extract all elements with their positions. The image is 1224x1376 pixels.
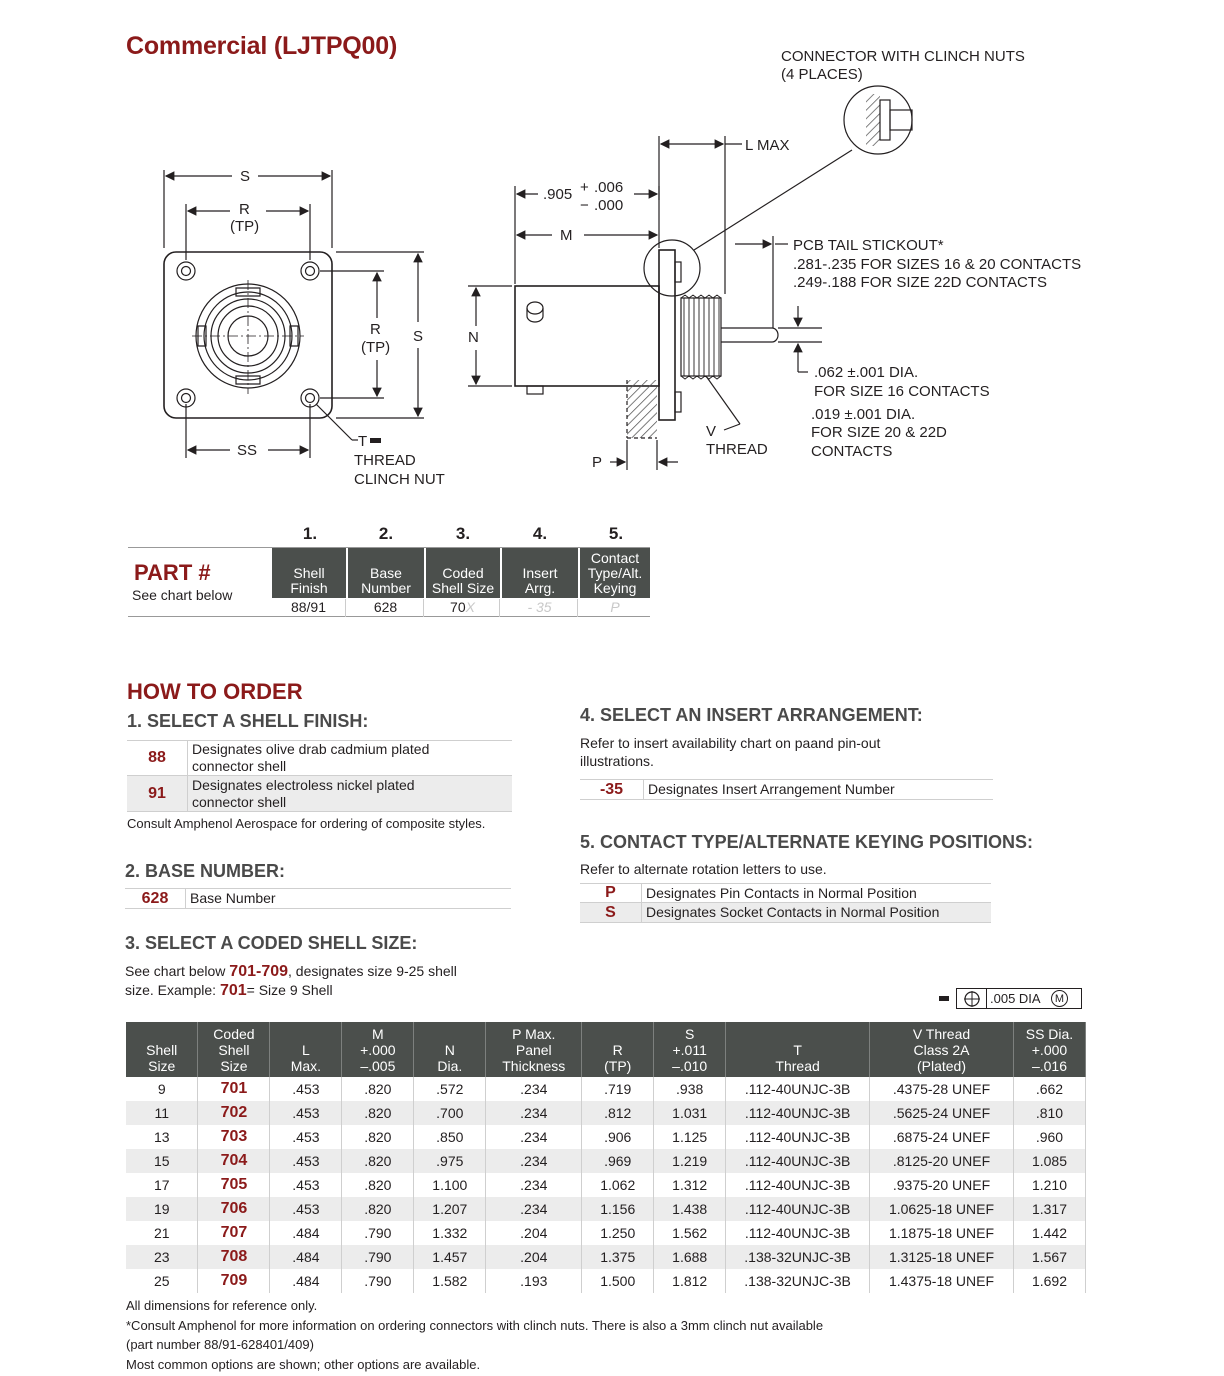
part-number-label: PART #: [134, 560, 211, 585]
table-cell: 1.156: [582, 1197, 654, 1221]
pn-value-contact-type: P: [610, 599, 620, 615]
step5-heading: 5. CONTACT TYPE/ALTERNATE KEYING POSITIONS:: [580, 832, 1034, 852]
base-number-option-628: 628 Base Number: [125, 889, 511, 909]
dim-905-plus: +: [580, 179, 589, 196]
table-row: [126, 1077, 1086, 1101]
table-cell: 1.0625-18 UNEF: [870, 1197, 1014, 1221]
dims-header-1: Coded Shell Size: [198, 1022, 270, 1077]
pn-num-1: 1.: [302, 524, 318, 543]
table-cell: .820: [342, 1101, 414, 1125]
table-cell: .112-40UNJC-3B: [726, 1077, 870, 1101]
table-cell: .453: [270, 1149, 342, 1173]
v-thread-2: THREAD: [706, 441, 768, 458]
table-cell: 1.317: [1013, 1197, 1085, 1221]
table-cell: .453: [270, 1125, 342, 1149]
table-cell: 1.457: [414, 1245, 486, 1269]
table-cell: .906: [582, 1125, 654, 1149]
table-cell: 21: [126, 1221, 198, 1245]
table-cell: 1.582: [414, 1269, 486, 1293]
table-cell: 1.375: [582, 1245, 654, 1269]
footnote-1: All dimensions for reference only.: [126, 1298, 318, 1313]
table-cell: 1.250: [582, 1221, 654, 1245]
table-cell: 1.567: [1013, 1245, 1085, 1269]
dia-019-3: CONTACTS: [811, 443, 893, 460]
table-cell: .790: [342, 1269, 414, 1293]
step3-text: See chart below 701-709, designates size 9-25 shell size. Example: 701= Size 9 Shell: [125, 963, 457, 999]
table-cell: .112-40UNJC-3B: [726, 1101, 870, 1125]
dim-m: M: [560, 227, 573, 244]
step1-heading: 1. SELECT A SHELL FINISH:: [127, 711, 369, 731]
table-cell: 707: [198, 1221, 270, 1245]
footnote-2: *Consult Amphenol for more information on ordering connectors with clinch nuts. There is also a 3mm clinch nut available: [126, 1318, 824, 1333]
table-cell: .234: [486, 1173, 582, 1197]
table-cell: .820: [342, 1077, 414, 1101]
dims-header-6: R (TP): [582, 1022, 654, 1077]
table-cell: 1.219: [654, 1149, 726, 1173]
dims-header-7: S +.011 –.010: [654, 1022, 726, 1077]
table-cell: .4375-28 UNEF: [870, 1077, 1014, 1101]
step4-heading: 4. SELECT AN INSERT ARRANGEMENT:: [580, 705, 923, 725]
table-cell: .960: [1013, 1125, 1085, 1149]
dim-s-right: S: [413, 328, 424, 345]
dims-header-4: N Dia.: [414, 1022, 486, 1077]
connector-body: [515, 286, 659, 386]
table-cell: .484: [270, 1221, 342, 1245]
table-cell: 1.312: [654, 1173, 726, 1197]
table-cell: .812: [582, 1101, 654, 1125]
table-cell: .820: [342, 1173, 414, 1197]
insert-arrangement-option: -35 Designates Insert Arrangement Number: [580, 780, 993, 800]
table-cell: 709: [198, 1269, 270, 1293]
table-cell: .850: [414, 1125, 486, 1149]
pn-num-5: 5.: [608, 524, 624, 543]
pn-num-2: 2.: [378, 524, 394, 543]
table-cell: .193: [486, 1269, 582, 1293]
step1-note: Consult Amphenol Aerospace for ordering of composite styles.: [127, 816, 486, 831]
dia-019-2: FOR SIZE 20 & 22D: [811, 424, 947, 441]
dims-header-3: M +.000 –.005: [342, 1022, 414, 1077]
table-cell: 706: [198, 1197, 270, 1221]
table-cell: .719: [582, 1077, 654, 1101]
pn-header-contact-type: Contact Type/Alt. Keying: [580, 548, 650, 598]
dims-header-9: V Thread Class 2A (Plated): [870, 1022, 1014, 1077]
table-cell: 1.3125-18 UNEF: [870, 1245, 1014, 1269]
table-cell: 11: [126, 1101, 198, 1125]
dim-ss: SS: [237, 442, 258, 459]
pn-value-coded-shell-size: 70X: [426, 599, 500, 617]
table-cell: .138-32UNJC-3B: [726, 1269, 870, 1293]
table-cell: 708: [198, 1245, 270, 1269]
dia-062-1: .062 ±.001 DIA.: [814, 364, 919, 381]
dim-l-max: L MAX: [745, 137, 790, 154]
tolerance-dash: [939, 996, 949, 1001]
table-cell: 17: [126, 1173, 198, 1197]
table-cell: 1.031: [654, 1101, 726, 1125]
table-cell: .810: [1013, 1101, 1085, 1125]
step3-heading: 3. SELECT A CODED SHELL SIZE:: [125, 933, 418, 953]
clinch-note-2: (4 PLACES): [781, 66, 863, 83]
footnote-3: (part number 88/91-628401/409): [126, 1337, 314, 1352]
true-position-icon: [957, 989, 987, 1008]
part-number-sublabel: See chart below: [132, 587, 233, 603]
table-cell: .204: [486, 1245, 582, 1269]
contact-option-s: S Designates Socket Contacts in Normal Position: [580, 903, 991, 923]
table-cell: 1.1875-18 UNEF: [870, 1221, 1014, 1245]
table-cell: 1.438: [654, 1197, 726, 1221]
table-cell: .700: [414, 1101, 486, 1125]
table-cell: .975: [414, 1149, 486, 1173]
step5-text: Refer to alternate rotation letters to use.: [580, 861, 827, 877]
pn-header-insert-arrg: Insert Arrg.: [502, 548, 578, 598]
table-cell: .5625-24 UNEF: [870, 1101, 1014, 1125]
table-cell: 705: [198, 1173, 270, 1197]
table-row: [126, 1149, 1086, 1173]
pn-header-base-number: Base Number: [348, 548, 424, 598]
dim-r-right: R: [370, 321, 381, 338]
footnote-4: Most common options are shown; other options are available.: [126, 1357, 481, 1372]
dim-r-right-tp: (TP): [361, 339, 391, 356]
table-cell: 702: [198, 1101, 270, 1125]
table-cell: .234: [486, 1197, 582, 1221]
dims-header-8: T Thread: [726, 1022, 870, 1077]
table-row: [126, 1221, 1086, 1245]
table-cell: 1.442: [1013, 1221, 1085, 1245]
dim-905-minus: −: [580, 197, 589, 214]
table-row: [126, 1101, 1086, 1125]
position-tolerance-box: [956, 988, 1082, 1009]
table-cell: .969: [582, 1149, 654, 1173]
table-row: [126, 1125, 1086, 1149]
table-cell: .453: [270, 1101, 342, 1125]
dim-r-top-tp: (TP): [230, 218, 260, 235]
dia-062-2: FOR SIZE 16 CONTACTS: [814, 383, 990, 400]
table-cell: 1.207: [414, 1197, 486, 1221]
table-cell: .820: [342, 1149, 414, 1173]
table-row: [126, 1173, 1086, 1197]
table-row: [126, 1245, 1086, 1269]
table-cell: 1.692: [1013, 1269, 1085, 1293]
dimensions-table-header: [126, 1022, 1086, 1077]
table-cell: .820: [342, 1197, 414, 1221]
t-thread-label-2: THREAD: [354, 452, 416, 469]
dim-905-tol-minus: .000: [594, 197, 624, 214]
table-cell: .234: [486, 1149, 582, 1173]
pcb-note-2: .281-.235 FOR SIZES 16 & 20 CONTACTS: [793, 256, 1082, 273]
pn-value-base-number: 628: [348, 599, 424, 617]
table-cell: .234: [486, 1101, 582, 1125]
table-cell: 23: [126, 1245, 198, 1269]
table-cell: .6875-24 UNEF: [870, 1125, 1014, 1149]
table-cell: 19: [126, 1197, 198, 1221]
dim-r-top: R: [239, 201, 250, 218]
table-cell: .112-40UNJC-3B: [726, 1173, 870, 1197]
table-cell: 703: [198, 1125, 270, 1149]
shell-finish-option-88: 88 Designates olive drab cadmium plated connector shell: [127, 741, 512, 776]
table-cell: .484: [270, 1245, 342, 1269]
table-cell: 1.332: [414, 1221, 486, 1245]
dim-905: .905: [543, 186, 573, 203]
table-cell: 704: [198, 1149, 270, 1173]
how-to-order-heading: HOW TO ORDER: [127, 679, 303, 704]
table-row: [126, 1269, 1086, 1293]
table-cell: .572: [414, 1077, 486, 1101]
dim-s-top: S: [240, 168, 251, 185]
table-cell: .662: [1013, 1077, 1085, 1101]
table-cell: 1.4375-18 UNEF: [870, 1269, 1014, 1293]
table-cell: .484: [270, 1269, 342, 1293]
pn-value-shell-finish: 88/91: [272, 599, 346, 617]
table-cell: .453: [270, 1197, 342, 1221]
table-cell: .112-40UNJC-3B: [726, 1197, 870, 1221]
dim-905-tol-plus: .006: [594, 179, 624, 196]
table-cell: .8125-20 UNEF: [870, 1149, 1014, 1173]
table-cell: 9: [126, 1077, 198, 1101]
table-cell: .112-40UNJC-3B: [726, 1125, 870, 1149]
table-cell: 1.085: [1013, 1149, 1085, 1173]
dim-p: P: [592, 454, 603, 471]
table-cell: 1.100: [414, 1173, 486, 1197]
table-cell: .112-40UNJC-3B: [726, 1149, 870, 1173]
clinch-note-1: CONNECTOR WITH CLINCH NUTS: [781, 48, 1025, 65]
step4-text: Refer to insert availability chart on paand pin-out illustrations.: [580, 735, 881, 769]
table-cell: 701: [198, 1077, 270, 1101]
pn-header-shell-finish: Shell Finish: [272, 548, 346, 598]
table-cell: 1.688: [654, 1245, 726, 1269]
table-cell: .938: [654, 1077, 726, 1101]
dim-n: N: [468, 329, 479, 346]
shell-finish-option-91: 91 Designates electroless nickel plated connector shell: [127, 776, 512, 812]
contact-option-p: P Designates Pin Contacts in Normal Position: [580, 884, 991, 903]
table-cell: .112-40UNJC-3B: [726, 1221, 870, 1245]
table-cell: .790: [342, 1245, 414, 1269]
table-cell: .9375-20 UNEF: [870, 1173, 1014, 1197]
tolerance-value: .005 DIA: [990, 991, 1041, 1006]
table-cell: .453: [270, 1173, 342, 1197]
table-cell: 1.125: [654, 1125, 726, 1149]
t-thread-label-1: T: [358, 433, 368, 450]
table-row: [126, 1197, 1086, 1221]
step2-heading: 2. BASE NUMBER:: [125, 861, 286, 881]
table-cell: .820: [342, 1125, 414, 1149]
table-cell: .234: [486, 1125, 582, 1149]
pn-num-4: 4.: [532, 524, 548, 543]
dims-header-2: L Max.: [270, 1022, 342, 1077]
pn-value-insert-arrg: - 35: [502, 599, 578, 617]
table-cell: 1.210: [1013, 1173, 1085, 1197]
dims-header-5: P Max. Panel Thickness: [486, 1022, 582, 1077]
table-cell: .453: [270, 1077, 342, 1101]
connector-drawing: [0, 0, 1224, 510]
table-cell: 15: [126, 1149, 198, 1173]
dimensions-table: [126, 1022, 1086, 1293]
pn-num-3: 3.: [455, 524, 471, 543]
table-cell: 1.500: [582, 1269, 654, 1293]
table-cell: 25: [126, 1269, 198, 1293]
table-cell: .234: [486, 1077, 582, 1101]
table-cell: 1.812: [654, 1269, 726, 1293]
dia-019-1: .019 ±.001 DIA.: [811, 406, 916, 423]
dims-header-0: Shell Size: [126, 1022, 198, 1077]
pcb-note-3: .249-.188 FOR SIZE 22D CONTACTS: [793, 274, 1047, 291]
table-cell: 13: [126, 1125, 198, 1149]
mmc-modifier: M: [1051, 990, 1068, 1007]
table-cell: 1.062: [582, 1173, 654, 1197]
pn-header-coded-shell-size: Coded Shell Size: [426, 548, 500, 598]
dims-header-10: SS Dia. +.000 –.016: [1013, 1022, 1085, 1077]
table-cell: .138-32UNJC-3B: [726, 1245, 870, 1269]
v-thread-1: V: [706, 423, 717, 440]
table-cell: .790: [342, 1221, 414, 1245]
pcb-note-1: PCB TAIL STICKOUT*: [793, 237, 944, 254]
page-title: Commercial (LJTPQ00): [126, 32, 398, 60]
t-thread-label-3: CLINCH NUT: [354, 471, 445, 488]
table-cell: .204: [486, 1221, 582, 1245]
table-cell: 1.562: [654, 1221, 726, 1245]
